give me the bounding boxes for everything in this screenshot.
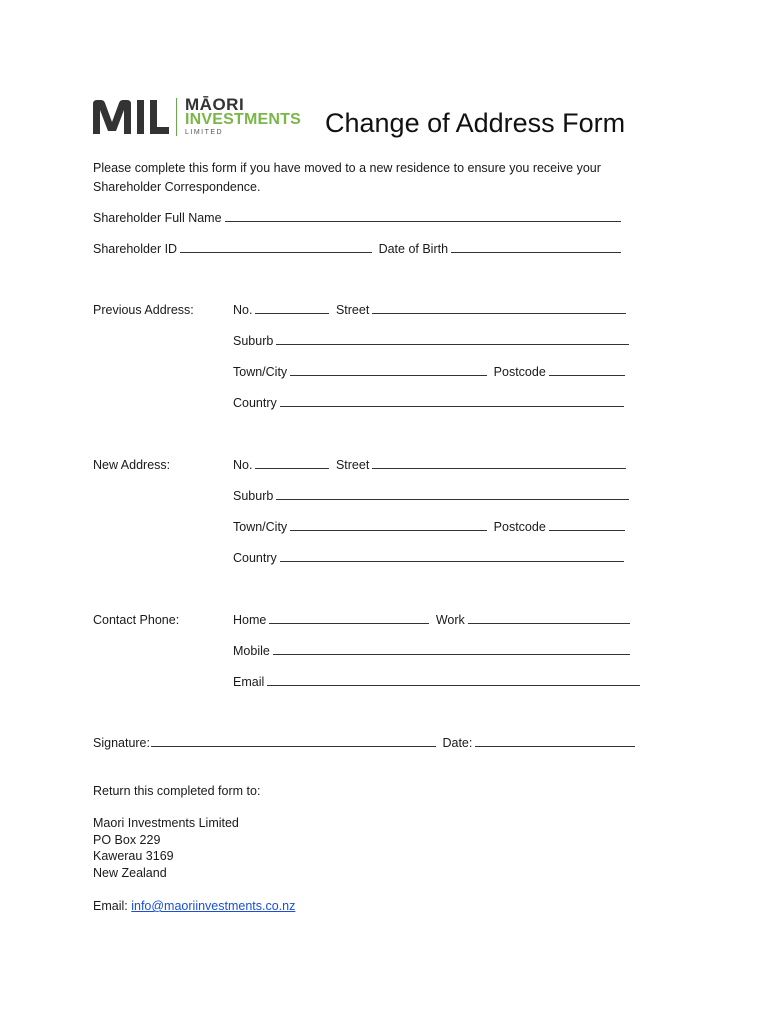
signature-row [93,735,638,751]
new-suburb-field[interactable] [276,488,629,500]
signature-label: Signature: [93,736,150,750]
full-name-label: Shareholder Full Name [93,211,222,225]
work-label: Work [435,613,465,627]
return-email-label: Email: [93,899,128,913]
new-country-label: Country [233,551,277,565]
return-org: Maori Investments Limited [93,816,239,830]
id-dob-row [93,241,624,257]
email-field[interactable] [267,674,640,686]
prev-suburb-row [233,333,632,349]
new-postcode-label: Postcode [493,520,546,534]
intro-line-1: Please complete this form if you have moved to a new residence to ensure you receive your [93,161,601,175]
date-label: Date: [442,736,473,750]
new-street-field[interactable] [372,457,626,469]
dob-label: Date of Birth [378,242,449,256]
previous-address-label: Previous Address: [93,303,194,317]
prev-postcode-label: Postcode [493,365,546,379]
prev-suburb-label: Suburb [233,334,274,348]
new-no-street-row [233,457,629,473]
prev-no-street-row [233,302,629,318]
new-suburb-label: Suburb [233,489,274,503]
brand-line-1: MĀORI [185,95,245,114]
email-row [233,674,643,690]
prev-country-label: Country [233,396,277,410]
prev-country-field[interactable] [280,395,624,407]
brand-line-2: INVESTMENTS [185,111,301,128]
contact-phone-label: Contact Phone: [93,613,180,627]
page-title: Change of Address Form [325,108,626,138]
full-name-row [93,210,624,226]
prev-street-field[interactable] [372,302,626,314]
home-label: Home [233,613,267,627]
prev-town-row [233,364,628,380]
return-heading: Return this completed form to: [93,784,261,798]
prev-no-field[interactable] [255,302,329,314]
new-no-field[interactable] [255,457,329,469]
work-phone-field[interactable] [468,612,630,624]
date-field[interactable] [475,735,635,747]
prev-street-label: Street [335,303,370,317]
shareholder-id-field[interactable] [180,241,372,253]
shareholder-id-label: Shareholder ID [93,242,178,256]
new-town-field[interactable] [290,519,487,531]
mil-logo-icon [91,98,171,136]
new-town-row [233,519,628,535]
prev-postcode-field[interactable] [549,364,625,376]
prev-town-field[interactable] [290,364,487,376]
dob-field[interactable] [451,241,621,253]
new-town-label: Town/City [233,520,288,534]
prev-country-row [233,395,627,411]
home-phone-field[interactable] [269,612,429,624]
new-address-label: New Address: [93,458,171,472]
new-suburb-row [233,488,632,504]
new-country-field[interactable] [280,550,624,562]
home-work-row [233,612,633,628]
prev-suburb-field[interactable] [276,333,629,345]
return-po-box: PO Box 229 [93,833,161,847]
new-no-label: No. [233,458,253,472]
prev-town-label: Town/City [233,365,288,379]
new-postcode-field[interactable] [549,519,625,531]
email-label: Email [233,675,265,689]
brand-line-3: LIMITED [185,129,224,136]
return-country: New Zealand [93,866,167,880]
logo-divider [176,98,177,136]
new-street-label: Street [335,458,370,472]
new-country-row [233,550,627,566]
full-name-field[interactable] [225,210,621,222]
mobile-phone-field[interactable] [273,643,630,655]
mobile-label: Mobile [233,644,270,658]
return-email-row [93,898,295,914]
intro-line-2: Shareholder Correspondence. [93,180,261,194]
return-city: Kawerau 3169 [93,849,174,863]
signature-field[interactable] [151,735,436,747]
prev-no-label: No. [233,303,253,317]
return-email-link[interactable]: info@maoriinvestments.co.nz [131,899,296,913]
mobile-row [233,643,633,659]
